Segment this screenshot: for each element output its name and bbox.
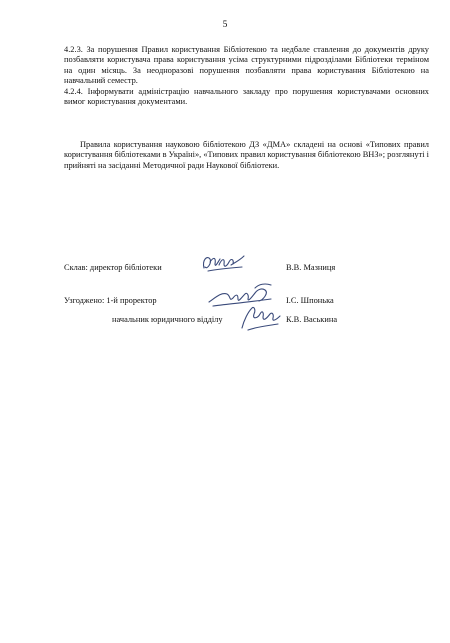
legal-head-signature: [236, 300, 286, 334]
agreed-name: І.С. Шпонька: [286, 296, 334, 305]
page-number: 5: [222, 20, 228, 30]
director-signature: [198, 250, 250, 278]
agreed-role-label: Узгоджено: 1-й проректор: [64, 296, 157, 305]
paragraph-4-2-4: 4.2.4. Інформувати адміністрацію навчального закладу про порушення користувачами основних вимог користування документами.: [64, 87, 429, 107]
compiled-name: В.В. Мазниця: [286, 263, 336, 272]
legal-role-label: начальник юридичного відділу: [112, 315, 223, 324]
paragraph-4-2-3: 4.2.3. За порушення Правил користування Бібліотекою та недбале ставлення до документів друку позбавляти користувача права користування усіма структурними підрозділами Бібліотеки терміном на один місяць. За неодноразові порушення позбавляти права користування Бібліотекою на навчальний семестр.: [64, 45, 429, 86]
approval-note: Правила користування науковою бібліотекою ДЗ «ДМА» складені на основі «Типових правил користування бібліотеками в Україні», «Типових правил користування бібліотекою ВНЗ»; розглянуті і прийняті на засіданні Методичної ради Наукової бібліотеки.: [64, 140, 429, 170]
compiled-role-label: Склав: директор бібліотеки: [64, 263, 162, 272]
legal-name: К.В. Васькина: [286, 315, 338, 324]
